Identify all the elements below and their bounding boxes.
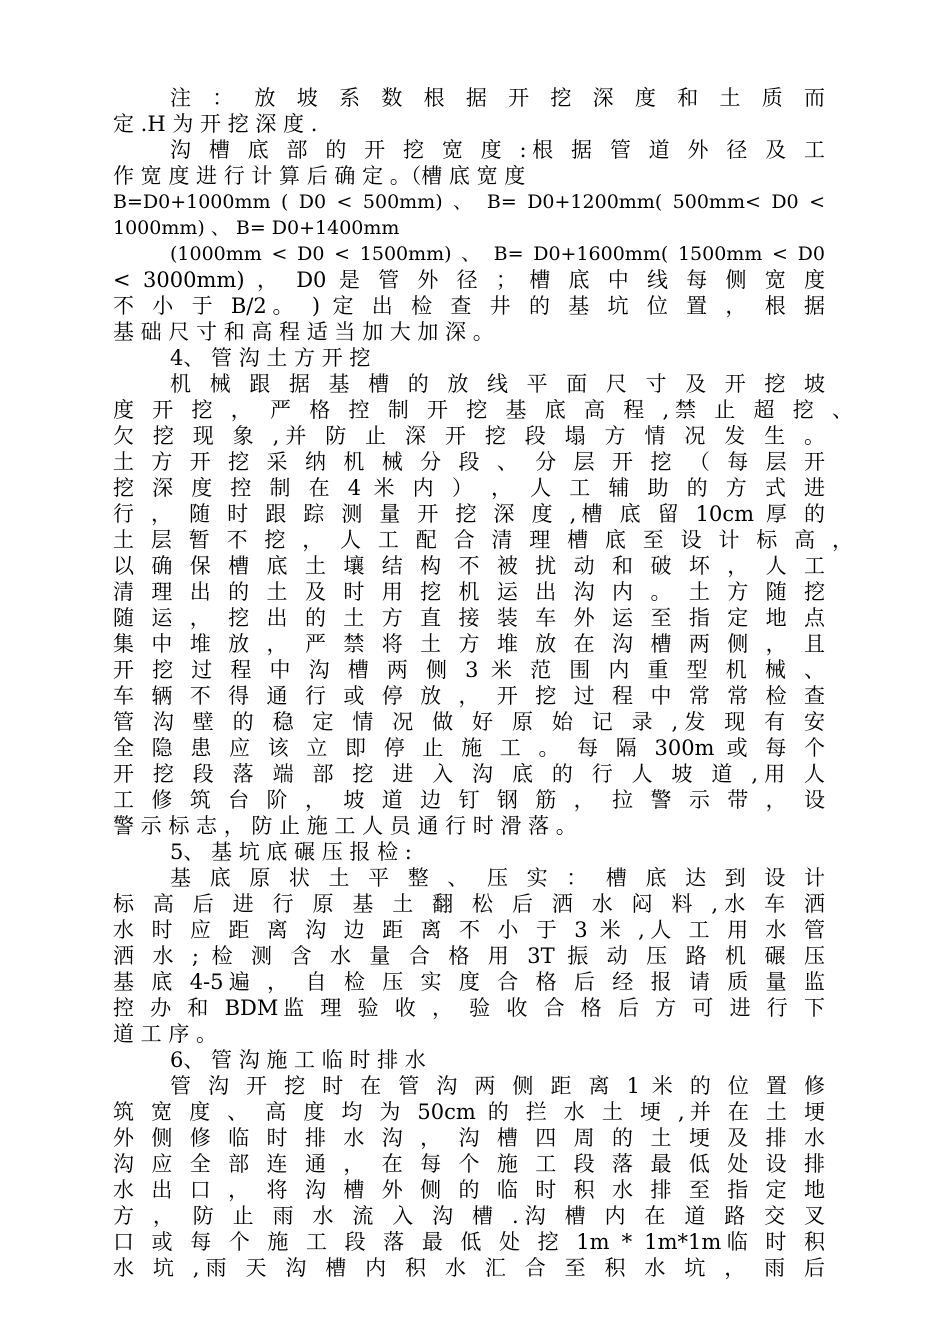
text-line: 注 ： 放 坡 系 数 根 据 开 挖 深 度 和 土 质 而 [170, 86, 825, 110]
text-line: 挖 深 度 控 制 在 4 米 内 ） ， 人 工 辅 助 的 方 式 进 [113, 476, 825, 500]
text-line: 沟 应 全 部 连 通 ， 在 每 个 施 工 段 落 最 低 处 设 排 [113, 1152, 825, 1176]
text-line: 水 时 应 距 离 沟 边 距 离 不 小 于 3 米 ,人 工 用 水 管 [113, 918, 825, 942]
text-line: 方 ， 防 止 雨 水 流 入 沟 槽 .沟 槽 内 在 道 路 交 叉 [113, 1204, 825, 1228]
text-line: 口 或 每 个 施 工 段 落 最 低 处 挖 1m * 1m*1m临 时 积 [113, 1230, 825, 1254]
section-heading: 5、 基 坑 底 碾 压 报 检 : [170, 840, 412, 864]
text-line: 土 层 暂 不 挖 ， 人 工 配 合 清 理 槽 底 至 设 计 标 高 ， [113, 528, 853, 552]
text-line: 集 中 堆 放 ， 严 禁 将 土 方 堆 放 在 沟 槽 两 侧 ， 且 [113, 632, 825, 656]
text-line: 沟 槽 底 部 的 开 挖 宽 度 :根 据 管 道 外 径 及 工 [170, 138, 825, 162]
text-line: 1000mm) 、 B= D0+1400mm [113, 217, 400, 239]
text-line: 管 沟 壁 的 稳 定 情 况 做 好 原 始 记 录 ,发 现 有 安 [113, 710, 825, 734]
text-line: 基 底 原 状 土 平 整 、 压 实 ： 槽 底 达 到 设 计 [170, 866, 825, 890]
text-line: 筑 宽 度 、 高 度 均 为 50cm 的 拦 水 土 埂 ,并 在 土 埂 [113, 1100, 825, 1124]
text-line: B=D0+1000mm ( D0 < 500mm) 、 B= D0+1200mm( 500mm< D0 < [113, 191, 825, 213]
text-line: 洒 水 ; 检 测 含 水 量 合 格 用 3T 振 动 压 路 机 碾 压 [113, 944, 825, 968]
text-line: < 3000mm) ， D0 是 管 外 径 ； 槽 底 中 线 每 侧 宽 度 [113, 268, 825, 292]
text-line: 标 高 后 进 行 原 基 土 翻 松 后 洒 水 闷 料 ,水 车 洒 [113, 892, 825, 916]
text-line: 作 宽 度 进 行 计 算 后 确 定 。（槽 底 宽 度 [113, 164, 526, 188]
text-line: 随 运 ， 挖 出 的 土 方 直 接 装 车 外 运 至 指 定 地 点 [113, 606, 825, 630]
text-line: 全 隐 患 应 该 立 即 停 止 施 工 。 每 隔 300m 或 每 个 [113, 736, 825, 760]
text-line: 欠 挖 现 象 ,并 防 止 深 开 挖 段 塌 方 情 况 发 生 。 [113, 424, 825, 448]
text-line: 行 ， 随 时 跟 踪 测 量 开 挖 深 度 ,槽 底 留 10cm 厚 的 [113, 502, 825, 526]
text-line: 定 .H 为 开 挖 深 度 . [113, 112, 318, 136]
text-line: (1000mm < D0 < 1500mm) 、 B= D0+1600mm( 1500mm < D0 [170, 243, 825, 265]
text-line: 外 侧 修 临 时 排 水 沟 ， 沟 槽 四 周 的 土 埂 及 排 水 [113, 1126, 825, 1150]
text-line: 道 工 序 。 [113, 1022, 218, 1046]
text-line: 基 底 4-5遍 ， 自 检 压 实 度 合 格 后 经 报 请 质 量 监 [113, 970, 825, 994]
text-line: 水 出 口 ， 将 沟 槽 外 侧 的 临 时 积 水 排 至 指 定 地 [113, 1178, 825, 1202]
text-line: 工 修 筑 台 阶 ， 坡 道 边 钉 钢 筋 ， 拉 警 示 带 ， 设 [113, 788, 825, 812]
text-line: 度 开 挖 ， 严 格 控 制 开 挖 基 底 高 程 ,禁 止 超 挖 、 [113, 398, 853, 422]
text-line: 基 础 尺 寸 和 高 程 适 当 加 大 加 深 。 [113, 320, 494, 344]
text-line: 车 辆 不 得 通 行 或 停 放 ， 开 挖 过 程 中 常 常 检 查 [113, 684, 825, 708]
text-line: 土 方 开 挖 采 纳 机 械 分 段 、 分 层 开 挖 （ 每 层 开 [113, 450, 825, 474]
text-line: 开 挖 段 落 端 部 挖 进 入 沟 底 的 行 人 坡 道 ,用 人 [113, 762, 825, 786]
text-line: 开 挖 过 程 中 沟 槽 两 侧 3 米 范 围 内 重 型 机 械 、 [113, 658, 825, 682]
text-line: 机 械 跟 据 基 槽 的 放 线 平 面 尺 寸 及 开 挖 坡 [170, 372, 825, 396]
text-line: 清 理 出 的 土 及 时 用 挖 机 运 出 沟 内 。 土 方 随 挖 [113, 580, 825, 604]
text-line: 管 沟 开 挖 时 在 管 沟 两 侧 距 离 1 米 的 位 置 修 [170, 1074, 825, 1098]
section-heading: 4、 管 沟 土 方 开 挖 [170, 346, 371, 370]
text-line: 不 小 于 B/2。 ) 定 出 检 查 井 的 基 坑 位 置 ， 根 据 [113, 294, 825, 318]
section-heading: 6、 管 沟 施 工 临 时 排 水 [170, 1048, 426, 1072]
text-line: 以 确 保 槽 底 土 壤 结 构 不 被 扰 动 和 破 坏 ， 人 工 [113, 554, 825, 578]
text-line: 水 坑 ,雨 天 沟 槽 内 积 水 汇 合 至 积 水 坑 ， 雨 后 [113, 1256, 825, 1280]
text-line: 控 办 和 BDM监 理 验 收 ， 验 收 合 格 后 方 可 进 行 下 [113, 996, 825, 1020]
text-line: 警 示 标 志 ， 防 止 施 工 人 员 通 行 时 滑 落 。 [113, 814, 577, 838]
